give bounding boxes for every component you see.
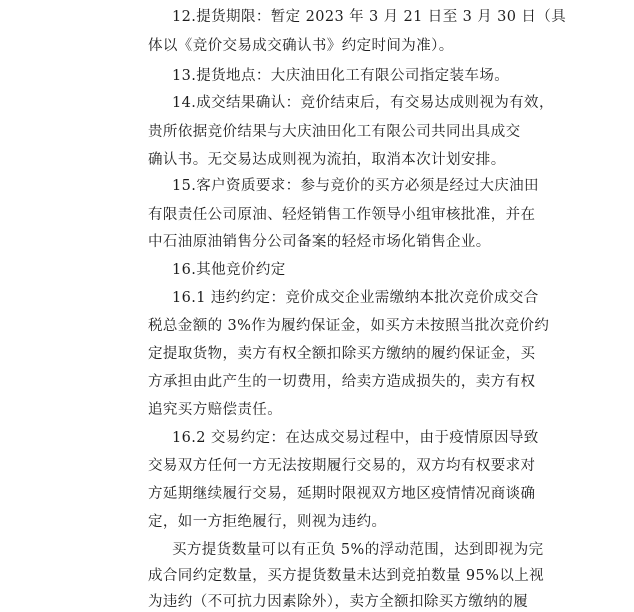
text-line: 为违约（不可抗力因素除外），卖方全额扣除买方缴纳的履 xyxy=(148,594,529,610)
text-line: 16.2 交易约定：在达成交易过程中，由于疫情原因导致 xyxy=(172,430,539,446)
text-line: 体以《竞价交易成交确认书》约定时间为准）。 xyxy=(148,38,454,54)
text-line: 13.提货地点：大庆油田化工有限公司指定装车场。 xyxy=(172,68,510,84)
text-line: 方延期继续履行交易，延期时限视双方地区疫情情况商谈确 xyxy=(148,486,536,502)
text-line: 15.客户资质要求：参与竞价的买方必须是经过大庆油田 xyxy=(172,178,539,194)
text-line: 中石油原油销售分公司备案的轻烃市场化销售企业。 xyxy=(148,234,491,250)
text-line: 有限责任公司原油、轻烃销售工作领导小组审核批准，并在 xyxy=(148,207,536,223)
text-line: 定提取货物，卖方有权全额扣除买方缴纳的履约保证金，买 xyxy=(148,346,536,362)
text-line: 成合同约定数量，买方提货数量未达到竞拍数量 95%以上视 xyxy=(148,568,545,584)
text-line: 税总金额的 3%作为履约保证金，如买方未按照当批次竞价约 xyxy=(148,318,550,334)
text-line: 12.提货期限：暂定 2023 年 3 月 21 日至 3 月 30 日（具 xyxy=(172,9,567,25)
text-line: 16.1 违约约定：竞价成交企业需缴纳本批次竞价成交合 xyxy=(172,290,539,306)
text-line: 交易双方任何一方无法按期履行交易的，双方均有权要求对 xyxy=(148,458,536,474)
text-line: 追究买方赔偿责任。 xyxy=(148,402,283,418)
text-line: 贵所依据竞价结果与大庆油田化工有限公司共同出具成交 xyxy=(148,124,521,140)
text-line: 14.成交结果确认：竞价结束后，有交易达成则视为有效， xyxy=(172,95,554,111)
section-heading: 16.其他竞价约定 xyxy=(172,262,286,278)
text-line: 买方提货数量可以有正负 5%的浮动范围，达到即视为完 xyxy=(172,542,544,558)
text-line: 方承担由此产生的一切费用，给卖方造成损失的，卖方有权 xyxy=(148,374,536,390)
text-line: 定，如一方拒绝履行，则视为违约。 xyxy=(148,514,387,530)
text-line: 确认书。无交易达成则视为流拍，取消本次计划安排。 xyxy=(148,152,506,168)
